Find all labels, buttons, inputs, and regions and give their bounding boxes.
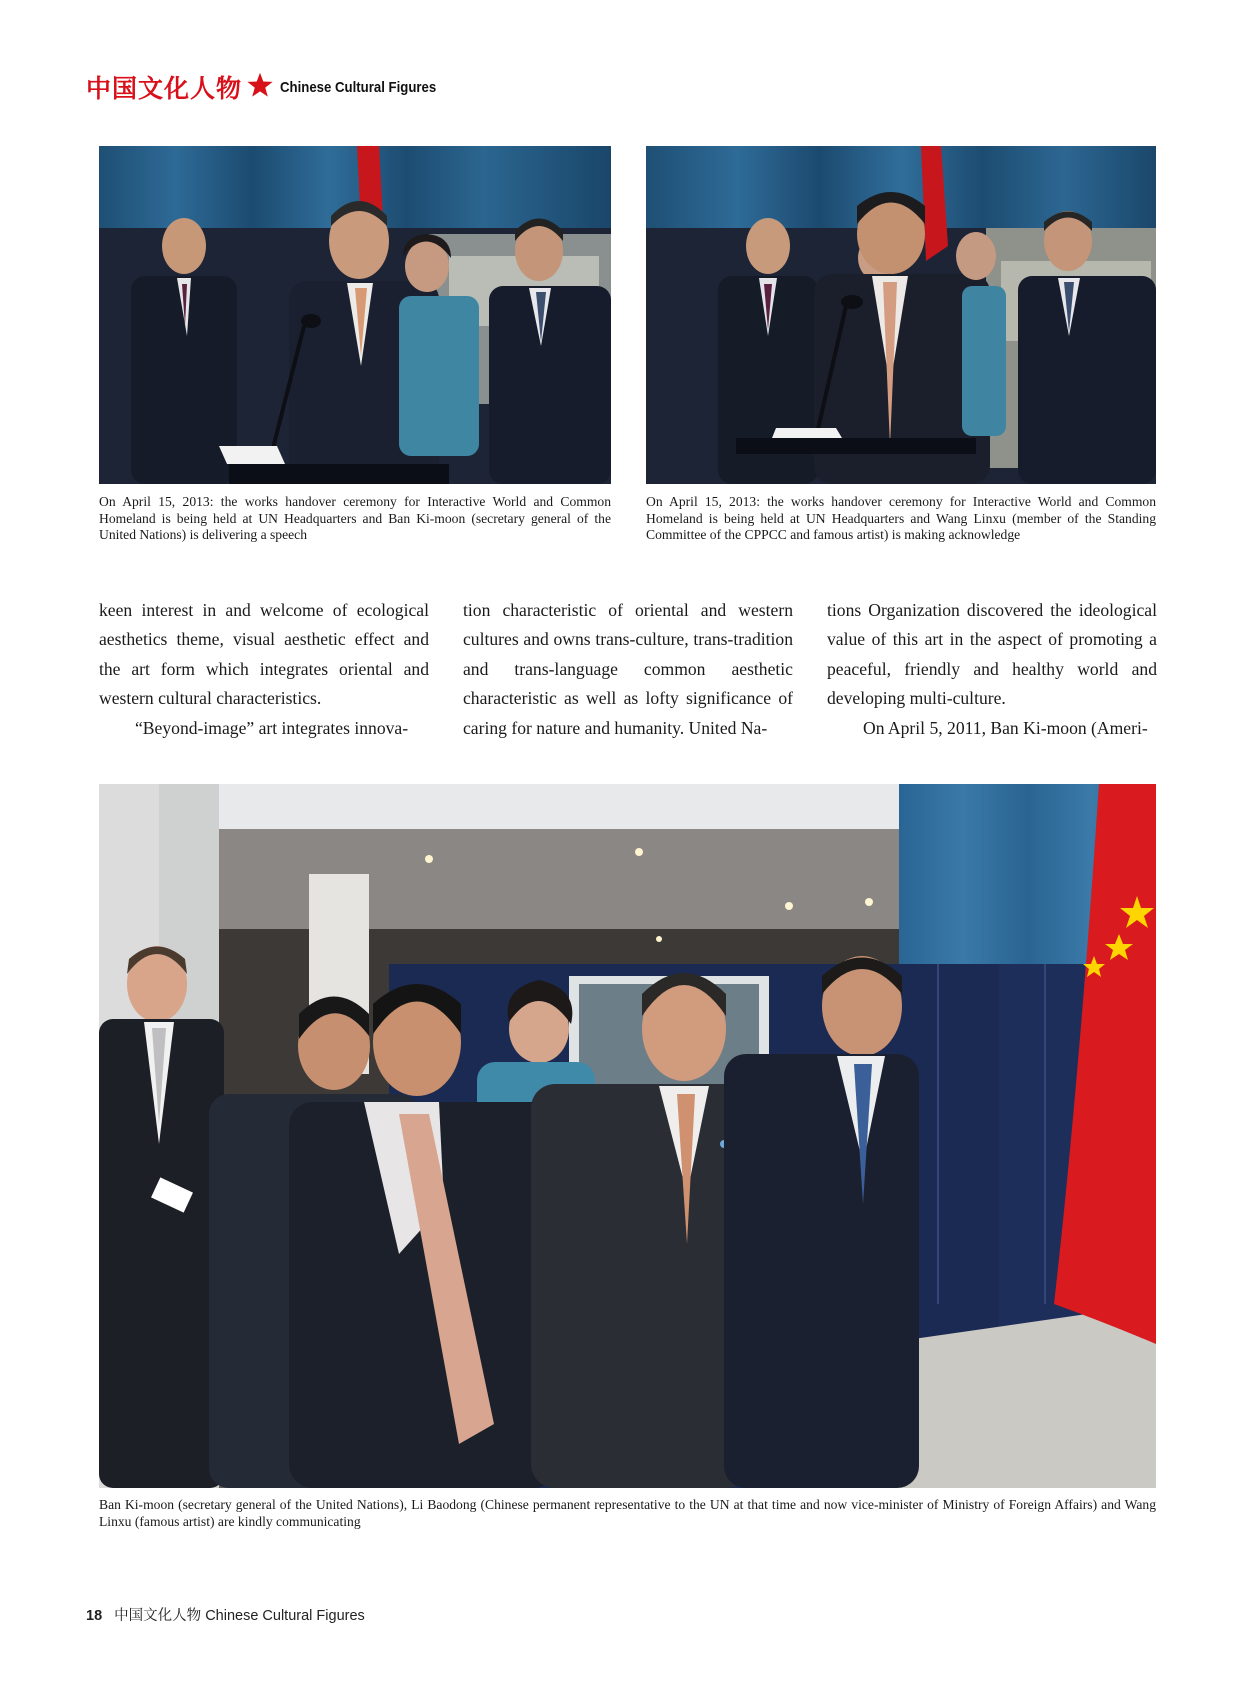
photo-caption: On April 15, 2013: the works handover ceremony for Interactive World and Common Homeland is being held at UN Headquarters and Wang Linxu (member of the Standing Committee of the CPPCC and famous artist) is making acknowledge bbox=[646, 494, 1156, 542]
publication-title-chinese: 中国文化人物 bbox=[86, 74, 243, 103]
page-footer bbox=[86, 1604, 365, 1625]
page-header bbox=[86, 70, 458, 104]
red-star-icon bbox=[246, 71, 274, 104]
text-column-1 bbox=[99, 596, 429, 743]
photo-wang-linxu-acknowledge bbox=[646, 146, 1156, 484]
text-column-3 bbox=[827, 596, 1157, 743]
publication-title-english: Chinese Cultural Figures bbox=[280, 78, 437, 96]
photo-caption: On April 15, 2013: the works handover ceremony for Interactive World and Common Homeland is being held at UN Headquarters and Ban Ki-moon (secretary general of the United Nations) is delivering a speech bbox=[99, 494, 611, 542]
body-paragraph: “Beyond-image” art integrates innova- bbox=[135, 717, 409, 738]
body-paragraph: tions Organization discovered the ideological value of this art in the aspect of promoting a peaceful, friendly and healthy world and developing multi-culture. bbox=[827, 600, 1157, 709]
body-paragraph: tion characteristic of oriental and western cultures and owns trans-culture, trans-tradition and trans-language common aesthetic characteristic as well as lofty significance of caring for nature and humanity. United Na- bbox=[463, 600, 793, 738]
photo-group-communicating bbox=[99, 784, 1156, 1488]
photo-ban-ki-moon-speech bbox=[99, 146, 611, 484]
footer-publication-title: 中国文化人物 Chinese Cultural Figures bbox=[114, 1608, 365, 1624]
text-column-2 bbox=[463, 596, 793, 743]
body-paragraph: On April 5, 2011, Ban Ki-moon (Ameri- bbox=[863, 717, 1148, 738]
photo-caption: Ban Ki-moon (secretary general of the United Nations), Li Baodong (Chinese permanent representative to the UN at that time and now vice-minister of Ministry of Foreign Affairs) and Wang Linxu (famous artist) are kindly communicating bbox=[99, 1497, 1156, 1529]
page-number: 18 bbox=[86, 1608, 103, 1624]
body-paragraph: keen interest in and welcome of ecological aesthetics theme, visual aesthetic effect and the art form which integrates oriental and western cultural characteristics. bbox=[99, 600, 429, 709]
